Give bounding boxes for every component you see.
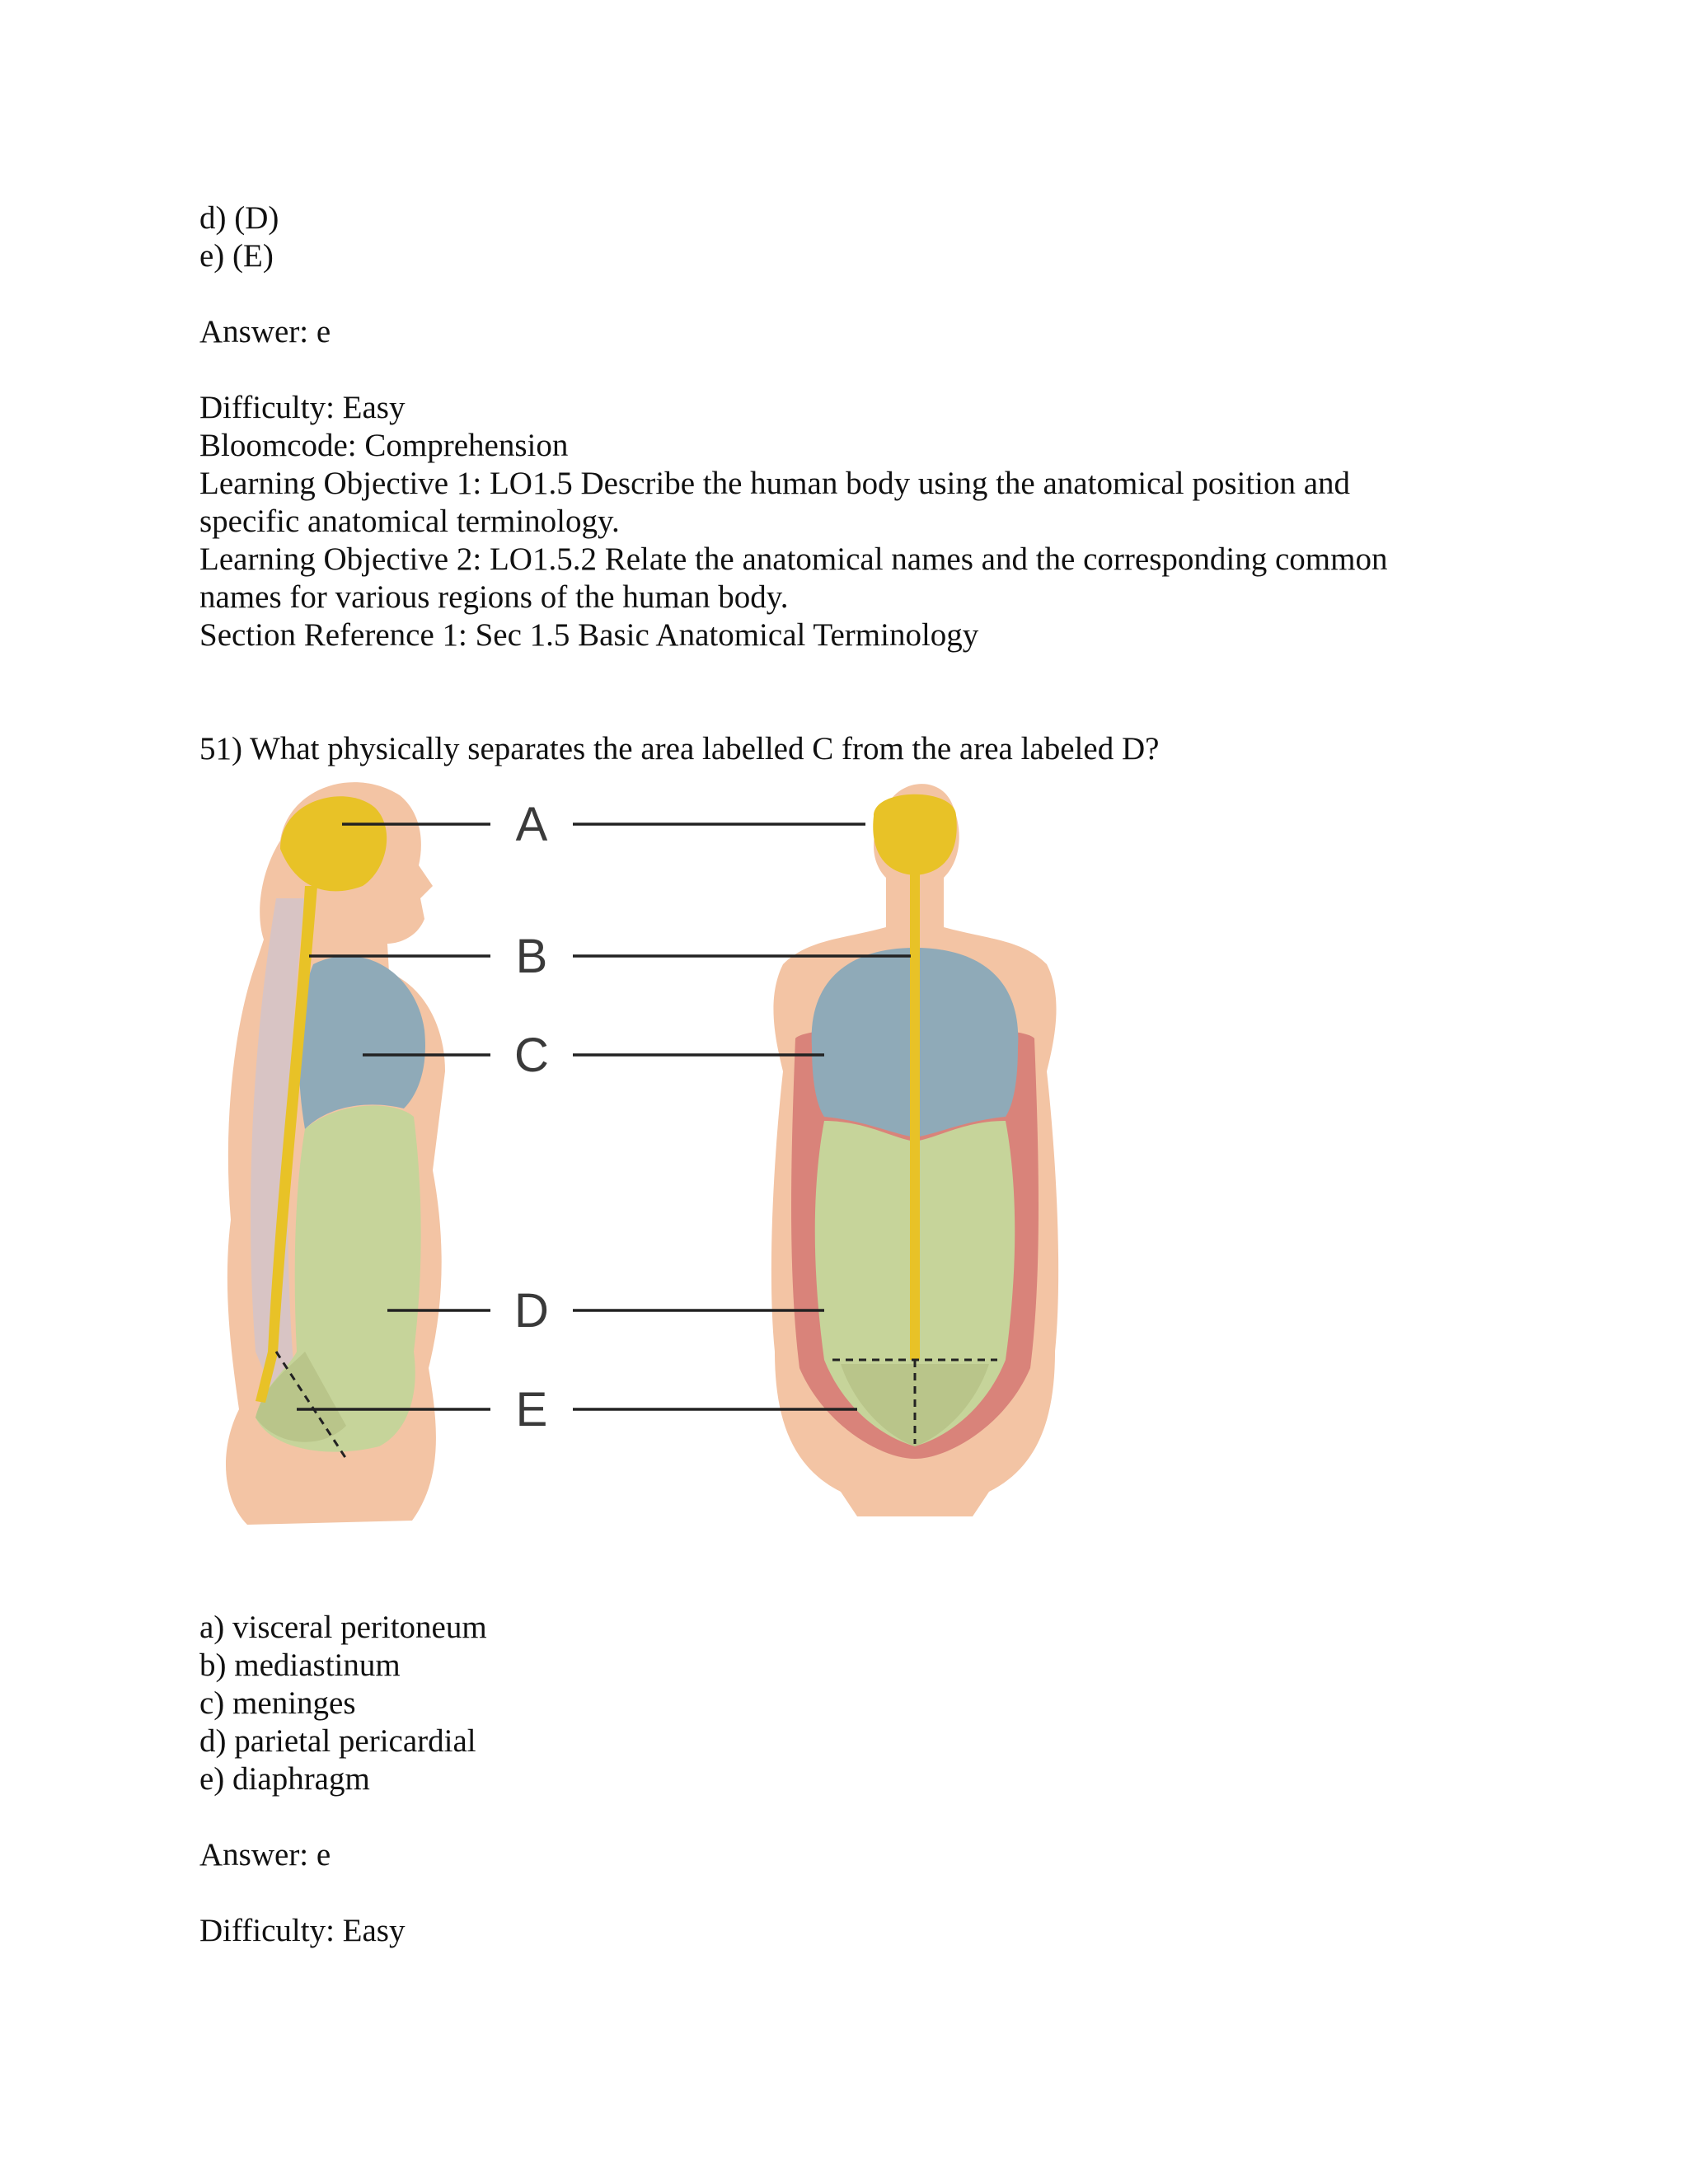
lateral-thoracic-cavity: [299, 956, 425, 1129]
figure-label-b: B: [515, 930, 548, 983]
figure-label-e: E: [515, 1383, 548, 1436]
answer-prev: Answer: e: [199, 314, 331, 349]
anterior-view: [771, 784, 1058, 1516]
figure-label-a: A: [515, 798, 548, 851]
option-d-prev: d) (D): [199, 200, 279, 236]
learning-objective-2: Learning Objective 2: LO1.5.2 Relate the anatomical names and the corresponding common: [199, 541, 1388, 577]
difficulty-prev: Difficulty: Easy: [199, 390, 406, 425]
figure-label-d: D: [514, 1284, 549, 1338]
difficulty: Difficulty: Easy: [199, 1913, 406, 1948]
option-a: a) visceral peritoneum: [199, 1610, 487, 1645]
option-e: e) diaphragm: [199, 1761, 370, 1797]
question-text: 51) What physically separates the area labelled C from the area labeled D?: [199, 731, 1160, 766]
option-d: d) parietal pericardial: [199, 1723, 476, 1759]
learning-objective-1-cont: specific anatomical terminology.: [199, 504, 620, 539]
learning-objective-2-cont: names for various regions of the human body.: [199, 579, 789, 615]
body-cavities-figure: [198, 775, 1088, 1566]
anterior-spinal-cavity: [910, 874, 920, 1360]
lateral-view: [226, 782, 445, 1525]
option-b: b) mediastinum: [199, 1647, 401, 1683]
option-c: c) meninges: [199, 1685, 356, 1721]
section-reference: Section Reference 1: Sec 1.5 Basic Anatomical Terminology: [199, 617, 979, 653]
answer: Answer: e: [199, 1837, 331, 1872]
anterior-cranial-cavity: [873, 794, 957, 875]
option-e-prev: e) (E): [199, 238, 274, 274]
bloomcode-prev: Bloomcode: Comprehension: [199, 428, 569, 463]
figure-label-c: C: [514, 1029, 549, 1082]
learning-objective-1: Learning Objective 1: LO1.5 Describe the human body using the anatomical position and: [199, 466, 1351, 501]
